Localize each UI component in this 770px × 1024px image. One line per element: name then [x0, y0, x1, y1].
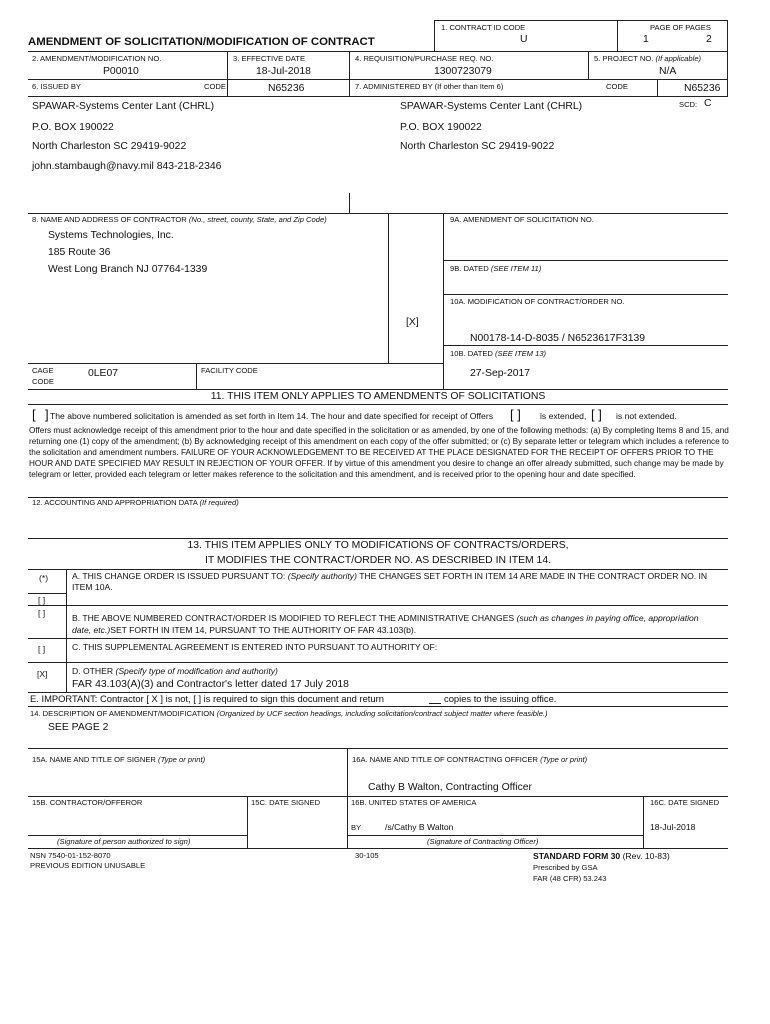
scd-value: C	[704, 98, 712, 109]
issued-code-value: N65236	[268, 83, 305, 94]
item-e-text: E. IMPORTANT: Contractor [ X ] is not, [ ] is required to sign this document and return	[30, 693, 384, 704]
amendment-no-label: 2. AMENDMENT/MODIFICATION NO.	[32, 54, 162, 63]
item-13c-checkbox[interactable]: [ ]	[38, 644, 46, 654]
page-total: 2	[706, 34, 712, 45]
contracting-officer-signature: /s/Cathy B Walton	[385, 822, 454, 832]
contractor-label: 8. NAME AND ADDRESS OF CONTRACTOR (No., street, county, State, and Zip Code)	[32, 215, 327, 224]
date-signed-16c: 18-Jul-2018	[650, 822, 696, 832]
item-10b-label: 10B. DATED (SEE ITEM 13)	[450, 349, 547, 358]
contractor-line-3: West Long Branch NJ 07764-1339	[48, 264, 208, 275]
administered-by-label: 7. ADMINISTERED BY (If other than Item 6)	[355, 82, 504, 91]
issued-by-email-phone: john.stambaugh@navy.mil 843-218-2346	[32, 161, 222, 172]
administered-by-line-1: SPAWAR-Systems Center Lant (CHRL)	[400, 101, 583, 112]
by-label: BY	[351, 823, 362, 832]
project-no-value: N/A	[659, 66, 677, 77]
item-16b-label: 16B. UNITED STATES OF AMERICA	[351, 798, 477, 807]
admin-code-label: CODE	[606, 82, 628, 91]
item-13a-marker: (*)	[39, 573, 49, 583]
amendment-no-value: P00010	[103, 66, 139, 77]
item-11-extended-label: is extended,	[540, 411, 587, 421]
item-13b-text-2: date, etc.)SET FORTH IN ITEM 14, PURSUANT TO THE AUTHORITY OF FAR 43.103(b).	[72, 625, 417, 635]
signature-co-caption: (Signature of Contracting Officer)	[427, 837, 539, 846]
item-13-heading-1: 13. THIS ITEM APPLIES ONLY TO MODIFICATIONS OF CONTRACTS/ORDERS,	[187, 540, 569, 551]
item-11-text-1: The above numbered solicitation is amended as set forth in Item 14. The hour and date specified for receipt of Offers	[50, 411, 493, 421]
item-13-heading-2: IT MODIFIES THE CONTRACT/ORDER NO. AS DESCRIBED IN ITEM 14.	[204, 555, 551, 566]
effective-date-value: 18-Jul-2018	[256, 66, 311, 77]
standard-form-title: STANDARD FORM 30 (Rev. 10-83)	[533, 851, 670, 861]
requisition-label: 4. REQUISITION/PURCHASE REQ. NO.	[355, 54, 494, 63]
issued-by-line-3: North Charleston SC 29419-9022	[32, 141, 187, 152]
facility-code-label: FACILITY CODE	[201, 366, 258, 375]
item-11-extended-checkbox[interactable]: [ ]	[510, 407, 521, 422]
item-14-value: SEE PAGE 2	[48, 722, 109, 733]
item-9b-label: 9B. DATED (SEE ITEM 11)	[450, 264, 542, 273]
contractor-line-2: 185 Route 36	[48, 247, 111, 258]
item-11-not-extended-checkbox[interactable]: [ ]	[591, 407, 602, 422]
contract-id-label: 1. CONTRACT ID CODE	[441, 23, 526, 32]
form-title: AMENDMENT OF SOLICITATION/MODIFICATION OF CONTRACT	[28, 36, 375, 48]
previous-edition-note: PREVIOUS EDITION UNUSABLE	[30, 861, 146, 870]
item-10a-label: 10A. MODIFICATION OF CONTRACT/ORDER NO.	[450, 297, 625, 306]
administered-by-line-3: North Charleston SC 29419-9022	[400, 141, 555, 152]
prescribed-by: Prescribed by GSA	[533, 863, 598, 872]
contract-id-value: U	[520, 34, 528, 45]
issued-by-label: 6. ISSUED BY	[32, 82, 81, 91]
effective-date-label: 3. EFFECTIVE DATE	[233, 54, 306, 63]
admin-code-value: N65236	[684, 83, 721, 94]
item-16a-label: 16A. NAME AND TITLE OF CONTRACTING OFFICER (Type or print)	[352, 755, 588, 764]
item-10a-value: N00178-14-D-8035 / N6523617F3139	[470, 333, 646, 344]
nsn-number: NSN 7540-01-152-8070	[30, 851, 111, 860]
item-13a-text-2: ITEM 10A.	[72, 582, 113, 592]
item-13a-text: A. THIS CHANGE ORDER IS ISSUED PURSUANT TO: (Specify authority) THE CHANGES SET FORTH IN ITEM 14 ARE MADE IN THE CONTRACT ORDER NO. IN	[72, 571, 708, 581]
form-number: 30-105	[355, 851, 379, 860]
item-11-checkbox-close[interactable]: ]	[45, 407, 49, 422]
item-13d-value: FAR 43.103(A)(3) and Contractor's letter dated 17 July 2018	[72, 679, 349, 690]
issued-code-label: CODE	[204, 82, 226, 91]
cage-label-1: CAGE	[32, 366, 54, 375]
item-13c-text: C. THIS SUPPLEMENTAL AGREEMENT IS ENTERED INTO PURSUANT TO AUTHORITY OF:	[72, 642, 438, 652]
page-number: 1	[643, 34, 649, 45]
item-16c-label: 16C. DATE SIGNED	[650, 798, 720, 807]
item-15b-label: 15B. CONTRACTOR/OFFEROR	[32, 798, 143, 807]
item-11-checkbox-open[interactable]: [	[32, 407, 36, 422]
checkbox-10a[interactable]: [X]	[406, 317, 419, 328]
issued-by-line-1: SPAWAR-Systems Center Lant (CHRL)	[32, 101, 215, 112]
cage-label-2: CODE	[32, 377, 54, 386]
far-reference: FAR (48 CFR) 53.243	[533, 874, 607, 883]
page-of-pages-label: PAGE OF PAGES	[650, 23, 711, 32]
item-11-heading: 11. THIS ITEM ONLY APPLIES TO AMENDMENTS OF SOLICITATIONS	[210, 391, 546, 402]
item-12-label: 12. ACCOUNTING AND APPROPRIATION DATA (If required)	[32, 498, 239, 507]
item-e-text-2: copies to the issuing office.	[444, 693, 557, 704]
administered-by-line-2: P.O. BOX 190022	[400, 122, 482, 133]
item-13-checkbox-1[interactable]: [ ]	[38, 595, 46, 605]
item-15c-label: 15C. DATE SIGNED	[251, 798, 321, 807]
cage-code-value: 0LE07	[88, 368, 119, 379]
item-13b-text: B. THE ABOVE NUMBERED CONTRACT/ORDER IS MODIFIED TO REFLECT THE ADMINISTRATIVE CHANGES (such as changes in paying office, appropriation	[72, 613, 699, 623]
contractor-line-1: Systems Technologies, Inc.	[48, 230, 174, 241]
item-11-not-extended-label: is not extended.	[616, 411, 677, 421]
issued-by-line-2: P.O. BOX 190022	[32, 122, 114, 133]
signature-authorized-caption: (Signature of person authorized to sign)	[57, 837, 191, 846]
project-no-label: 5. PROJECT NO. (If applicable)	[594, 54, 702, 63]
item-9a-label: 9A. AMENDMENT OF SOLICITATION NO.	[450, 215, 594, 224]
item-13d-text: D. OTHER (Specify type of modification and authority)	[72, 666, 278, 676]
requisition-value: 1300723079	[434, 66, 492, 77]
item-15a-label: 15A. NAME AND TITLE OF SIGNER (Type or print)	[32, 755, 206, 764]
item-13b-checkbox[interactable]: [ ]	[38, 608, 46, 618]
contracting-officer-name: Cathy B Walton, Contracting Officer	[368, 782, 533, 793]
scd-label: SCD:	[679, 100, 698, 109]
item-14-label: 14. DESCRIPTION OF AMENDMENT/MODIFICATION (Organized by UCF section headings, including solicitation/contract subject matter where feasible.)	[30, 709, 548, 718]
item-13d-checkbox[interactable]: [X]	[37, 669, 48, 679]
item-11-instructions: Offers must acknowledge receipt of this amendment prior to the hour and date specified in the solicitation or as amended, by one of the following methods: (a) By completing Items 8 and 15, and returning one (1) copy of the amendment; (b) By acknowledging receipt of this amendment on each copy of the offer submitted; or (c) By separate letter or telegram which includes a reference to the solicitation and amendment numbers. FAILURE OF YOUR ACKNOWLEDGEMENT TO BE RECEIVED AT THE PLACE DESIGNATED FOR THE RECEIPT OF OFFERS PRIOR TO THE HOUR AND DATE SPECIFIED MAY RESULT IN REJECTION OF YOUR OFFER. If by virtue of this amendment you desire to change an offer already submitted, such change may be made by telegram or letter, provided each telegram or letter makes reference to the solicitation and this amendment, and is received prior to the opening hour and date specified.	[29, 426, 729, 479]
item-10b-value: 27-Sep-2017	[470, 368, 531, 379]
